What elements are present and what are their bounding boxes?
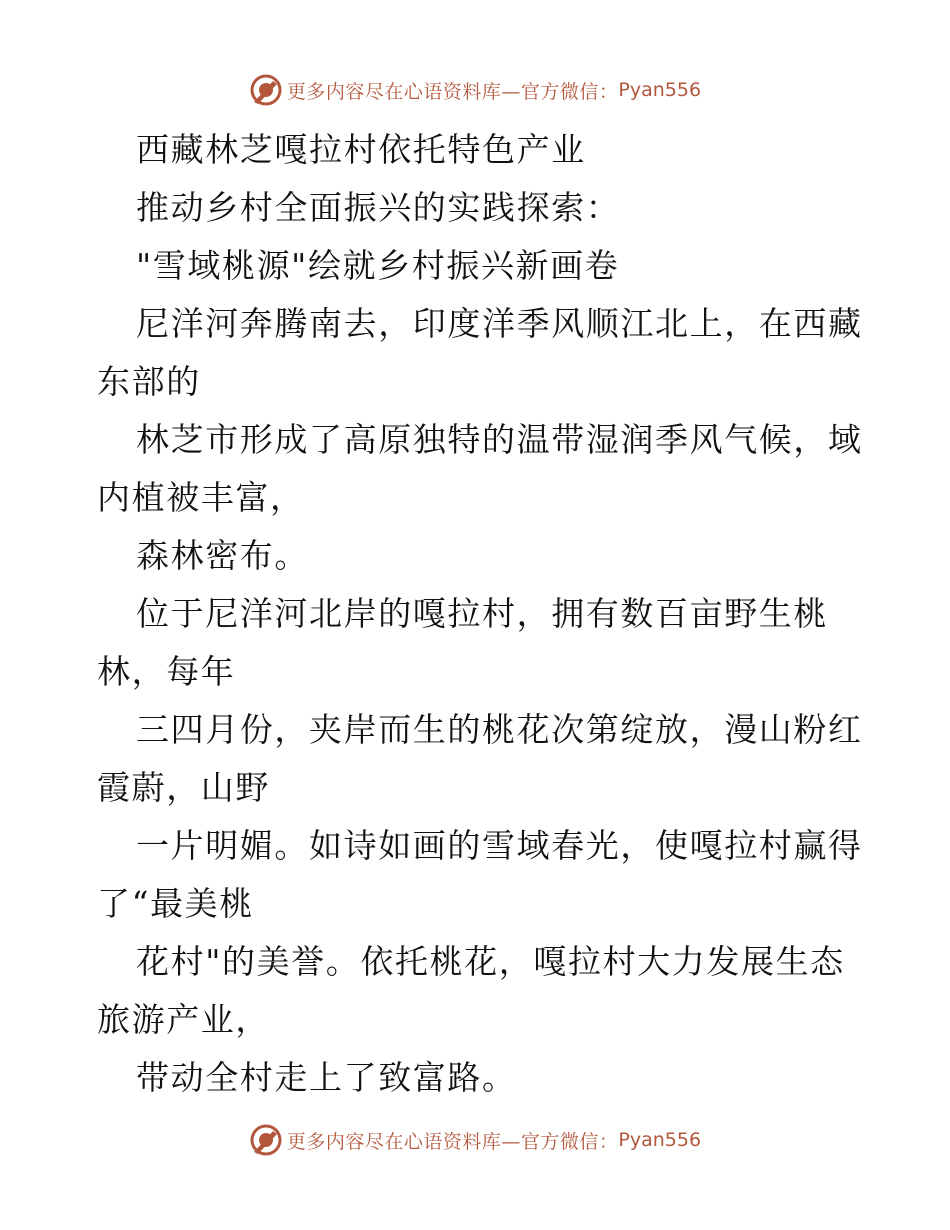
text-line: 西藏林芝嘎拉村依托特色产业 <box>136 130 586 169</box>
text-line: 一片明媚。如诗如画的雪域春光，使嘎拉村赢得 <box>136 826 863 865</box>
text-line: 推动乡村全面振兴的实践探索： <box>136 188 621 227</box>
text-line: 霞蔚，山野 <box>97 768 270 807</box>
banner-wechat-id: Pyan556 <box>618 79 702 101</box>
footer-banner <box>0 1120 950 1160</box>
text-line: 林芝市形成了高原独特的温带湿润季风气候，域 <box>136 420 863 459</box>
document-body <box>97 121 863 1107</box>
banner-wechat-id: Pyan556 <box>618 1129 702 1151</box>
text-line: 花村"的美誉。依托桃花，嘎拉村大力发展生态 <box>136 942 845 981</box>
banner-text: 更多内容尽在心语资料库—官方微信： <box>286 1130 619 1153</box>
text-line: 森林密布。 <box>136 536 309 575</box>
pen-logo-icon <box>249 1123 283 1157</box>
text-line: 尼洋河奔腾南去，印度洋季风顺江北上，在西藏 <box>136 304 863 343</box>
text-line: 三四月份，夹岸而生的桃花次第绽放，漫山粉红 <box>136 710 863 749</box>
pen-logo-icon <box>249 73 283 107</box>
text-line: 位于尼洋河北岸的嘎拉村，拥有数百亩野生桃 <box>136 594 828 633</box>
text-line: 林，每年 <box>97 652 236 691</box>
text-line: "雪域桃源"绘就乡村振兴新画卷 <box>136 246 620 285</box>
text-line: 内植被丰富， <box>97 478 305 517</box>
text-line: 旅游产业， <box>97 1000 270 1039</box>
text-line: 了“最美桃 <box>97 884 254 923</box>
banner-text: 更多内容尽在心语资料库—官方微信： <box>286 80 619 103</box>
header-banner <box>0 70 950 110</box>
text-line: 东部的 <box>97 362 201 401</box>
text-line: 带动全村走上了致富路。 <box>136 1058 517 1097</box>
